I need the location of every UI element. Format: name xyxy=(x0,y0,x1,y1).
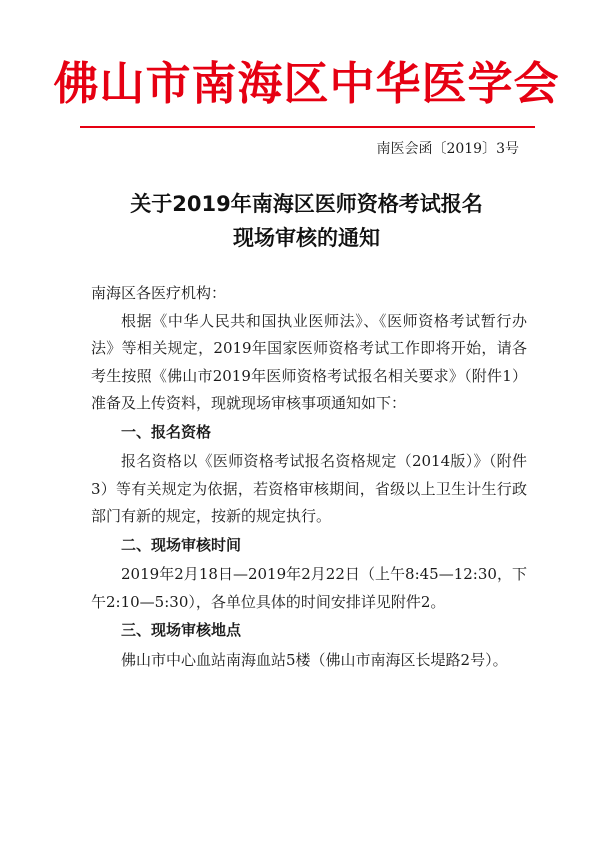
document-number: 南医会函〔2019〕3号 xyxy=(376,141,519,157)
notice-title-line-1: 关于2019年南海区医师资格考试报名 xyxy=(130,192,483,216)
section-heading-review-location: 三、现场审核地点 xyxy=(121,621,242,639)
notice-title xyxy=(0,187,613,255)
section-text-eligibility: 报名资格以《医师资格考试报名资格规定（2014版）》（附件3）等有关规定为依据，若资格审核期间，省级以上卫生计生行政部门有新的规定，按新的规定执行。 xyxy=(91,452,527,525)
section-text-review-time: 2019年2月18日—2019年2月22日（上午8:45—12:30，下午2:10—5:30），各单位具体的时间安排详见附件2。 xyxy=(91,565,527,611)
salutation: 南海区各医疗机构： xyxy=(91,284,227,302)
notice-title-line-2: 现场审核的通知 xyxy=(233,226,380,250)
intro-paragraph: 根据《中华人民共和国执业医师法》、《医师资格考试暂行办法》等相关规定，2019年国家医师资格考试工作即将开始，请各考生按照《佛山市2019年医师资格考试报名相关要求》（附件1）准备及上传资料，现就现场审核事项通知如下： xyxy=(91,311,527,412)
section-heading-review-time: 二、现场审核时间 xyxy=(121,535,242,554)
organization-title: 佛山市南海区中华医学会 xyxy=(53,57,560,110)
notice-body xyxy=(91,280,527,674)
section-heading-eligibility: 一、报名资格 xyxy=(121,422,212,441)
red-header-rule xyxy=(80,126,535,128)
section-text-review-location: 佛山市中心血站南海血站5楼（佛山市南海区长堤路2号）。 xyxy=(121,650,508,669)
